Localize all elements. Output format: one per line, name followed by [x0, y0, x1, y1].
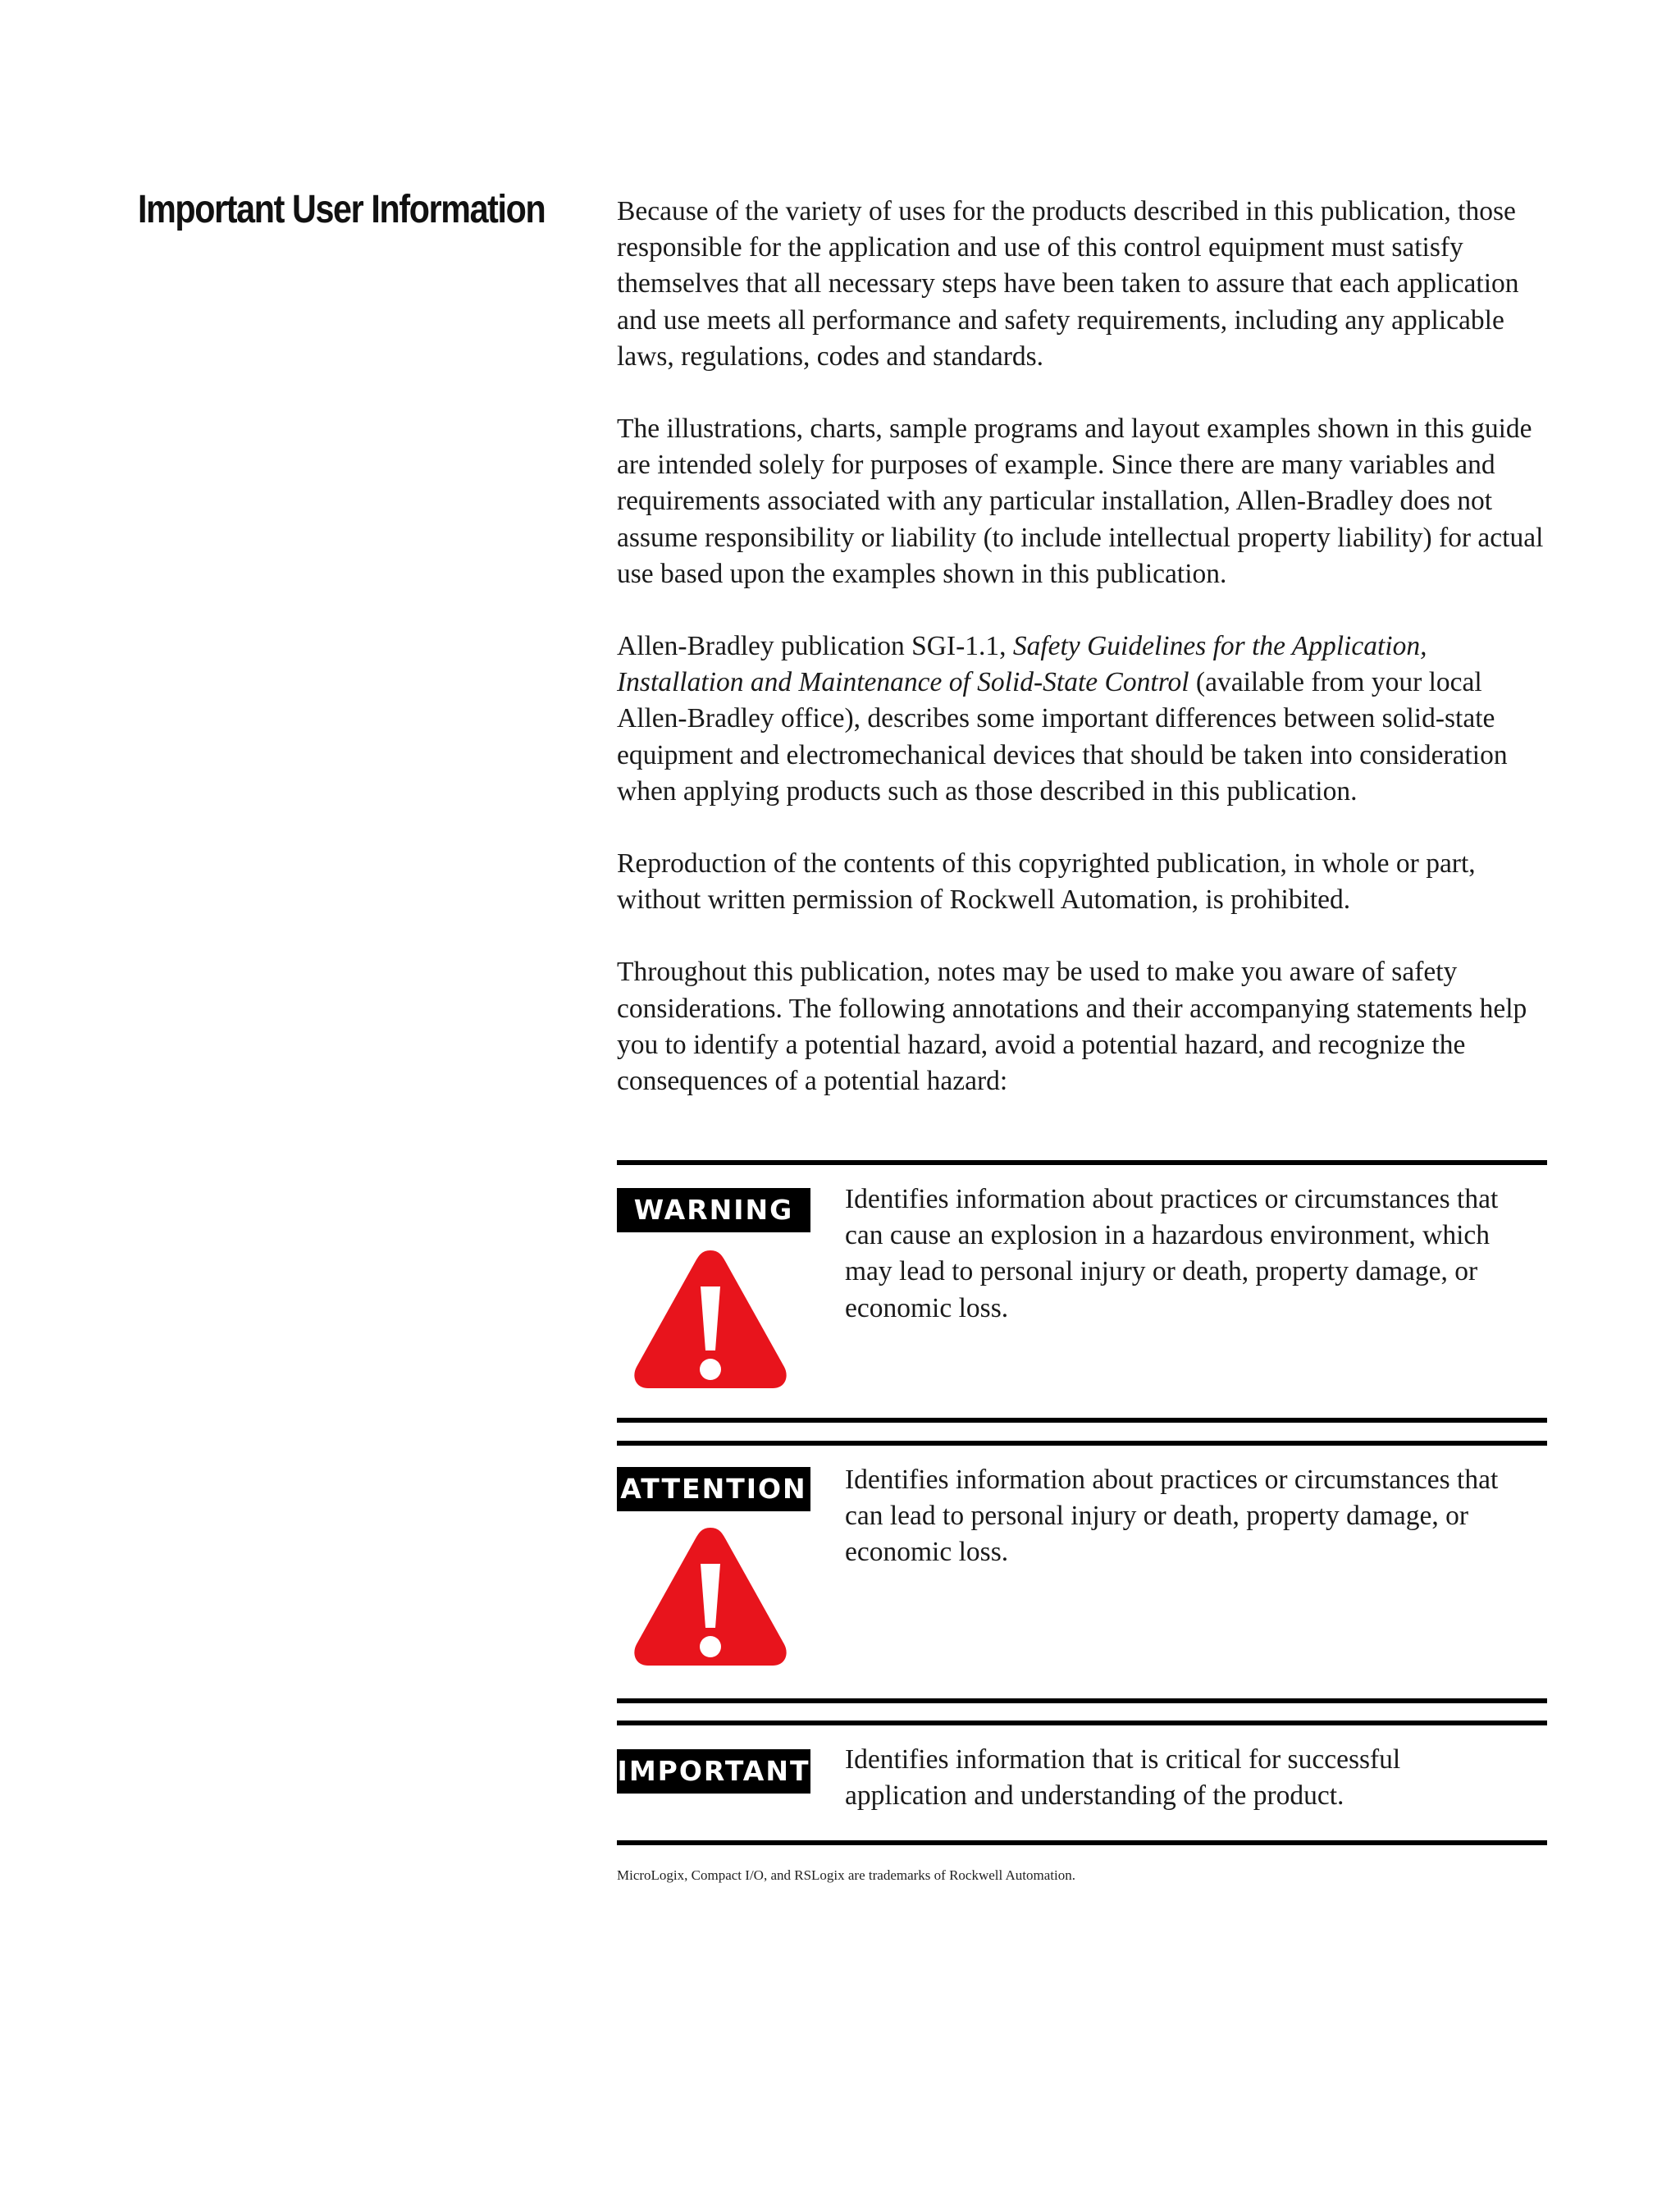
paragraph-usage-responsibility: Because of the variety of uses for the products described in this publication, those responsible for the application and use of this control equipment must satisfy themselves that all necessary steps have been taken to assure that each application and use meets all performance and safety requirements, including any applicable laws, regulations, codes and standards.	[617, 196, 1519, 372]
warning-note	[617, 1160, 1547, 1423]
important-label: IMPORTANT	[617, 1749, 810, 1794]
paragraph-notes-intro: Throughout this publication, notes may be used to make you aware of safety considerations. The following annotations and their accompanying statements help you to identify a potential hazard, avoid a potential hazard, and recognize the consequences of a potential hazard:	[617, 957, 1527, 1097]
attention-text: Identifies information about practices or circumstances that can lead to personal injury or death, property damage, or economic loss.	[845, 1465, 1499, 1568]
sgi-prefix: Allen-Bradley publication SGI-1.1,	[617, 631, 1013, 662]
paragraph-reproduction: Reproduction of the contents of this copyrighted publication, in whole or part, without written permission of Rockwell Automation, is prohibited.	[617, 848, 1476, 916]
warning-triangle-icon	[630, 1245, 791, 1393]
attention-label: ATTENTION	[617, 1467, 810, 1511]
trademark-notice: MicroLogix, Compact I/O, and RSLogix are trademarks of Rockwell Automation.	[617, 1867, 1075, 1883]
important-text: Identifies information that is critical for successful application and understanding of the product.	[845, 1744, 1401, 1812]
sgi-suffix: (available from your local Allen-Bradley office), describes some important differences between solid-state equipment and electromechanical devices that should be taken into consideration when applying products such as those described in this publication.	[617, 667, 1508, 807]
important-note	[617, 1721, 1547, 1845]
warning-label: WARNING	[617, 1188, 810, 1232]
warning-triangle-icon	[630, 1523, 791, 1670]
warning-text: Identifies information about practices or circumstances that can cause an explosion in a hazardous environment, which may lead to personal injury or death, property damage, or economic loss.	[845, 1184, 1499, 1323]
page-title: Important User Information	[138, 188, 546, 231]
paragraph-safety-guidelines	[617, 628, 1552, 810]
attention-note	[617, 1441, 1547, 1703]
body-text	[617, 194, 1552, 1099]
sgi-publication-title: Safety Guidelines for the Application, Installation and Maintenance of Solid-State Control	[617, 631, 1427, 698]
paragraph-illustrations-disclaimer: The illustrations, charts, sample programs and layout examples shown in this guide are intended solely for purposes of example. Since there are many variables and requirements associated with any particular installation, Allen-Bradley does not assume responsibility or liability (to include intellectual property liability) for actual use based upon the examples shown in this publication.	[617, 414, 1544, 589]
